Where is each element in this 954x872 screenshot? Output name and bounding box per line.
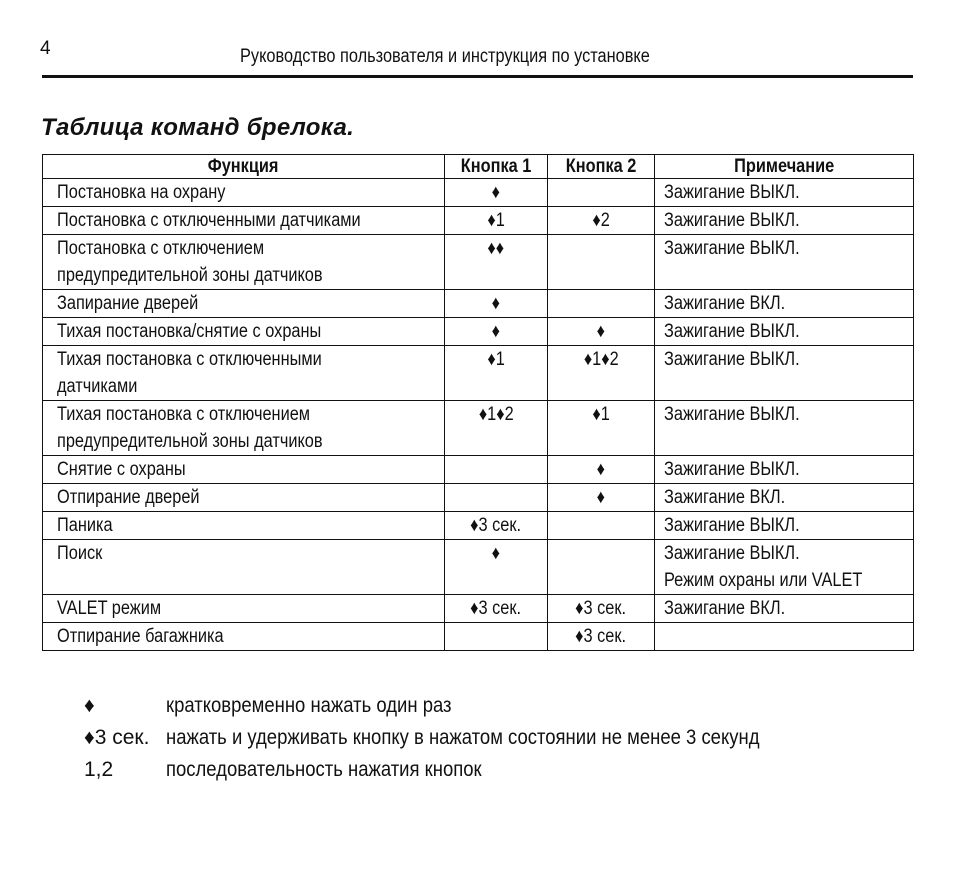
table-row <box>43 456 914 484</box>
button1-cell <box>445 346 548 401</box>
button2-cell <box>548 346 655 401</box>
legend-item <box>84 726 840 750</box>
button-sequence: ♦3 сек. <box>470 598 522 619</box>
function-cell <box>43 207 445 235</box>
button1-cell <box>445 456 548 484</box>
button1-cell <box>445 318 548 346</box>
legend-symbol: 1,2 <box>84 758 114 781</box>
button1-cell <box>445 207 548 235</box>
cell-text: Постановка с отключенными датчиками <box>57 210 361 231</box>
note-cell <box>655 456 914 484</box>
button-sequence: ♦1 <box>487 210 505 231</box>
cell-text: Запирание дверей <box>57 293 199 314</box>
note-cell <box>655 623 914 651</box>
cell-text: Отпирание дверей <box>57 487 200 508</box>
cell-text: Зажигание ВЫКЛ. <box>664 238 800 259</box>
table-row <box>43 512 914 540</box>
button2-cell <box>548 318 655 346</box>
button-sequence: ♦2 <box>592 210 610 231</box>
cell-text: датчиками <box>57 376 138 397</box>
function-cell <box>43 290 445 318</box>
button-sequence: ♦1♦2 <box>583 349 619 370</box>
button-sequence: ♦ <box>596 321 606 342</box>
button2-cell <box>548 235 655 290</box>
button-sequence: ♦ <box>596 459 606 480</box>
cell-text: VALET режим <box>57 598 162 619</box>
cell-text: Тихая постановка с отключенными <box>57 349 322 370</box>
function-cell <box>43 318 445 346</box>
button2-cell <box>548 623 655 651</box>
function-cell <box>43 484 445 512</box>
cell-text: Режим охраны или VALET <box>664 570 863 591</box>
button2-cell <box>548 540 655 595</box>
table-row <box>43 207 914 235</box>
legend-symbol: ♦ <box>84 694 95 717</box>
table-row <box>43 595 914 623</box>
table-row <box>43 318 914 346</box>
note-cell <box>655 290 914 318</box>
button2-cell <box>548 207 655 235</box>
button-sequence: ♦1 <box>592 404 610 425</box>
legend-item <box>84 758 525 782</box>
button1-cell <box>445 512 548 540</box>
legend-text: нажать и удерживать кнопку в нажатом состоянии не менее 3 секунд <box>166 726 760 749</box>
function-cell <box>43 346 445 401</box>
legend-text: кратковременно нажать один раз <box>166 694 452 717</box>
note-cell <box>655 512 914 540</box>
commands-table <box>42 154 914 651</box>
section-title: Таблица команд брелока. <box>41 114 355 141</box>
table-row <box>43 290 914 318</box>
function-cell <box>43 401 445 456</box>
button-sequence: ♦3 сек. <box>575 598 627 619</box>
button-sequence: ♦ <box>491 543 501 564</box>
note-cell <box>655 540 914 595</box>
button1-cell <box>445 540 548 595</box>
button2-cell <box>548 595 655 623</box>
cell-text: Зажигание ВКЛ. <box>664 487 786 508</box>
note-cell <box>655 401 914 456</box>
button2-cell <box>548 401 655 456</box>
legend-text: последовательность нажатия кнопок <box>166 758 482 781</box>
cell-text: Снятие с охраны <box>57 459 186 480</box>
table-row <box>43 401 914 456</box>
table-header-row <box>43 155 914 179</box>
cell-text: Зажигание ВКЛ. <box>664 598 786 619</box>
button2-cell <box>548 179 655 207</box>
button1-cell <box>445 484 548 512</box>
button-sequence: ♦3 сек. <box>575 626 627 647</box>
table-row <box>43 346 914 401</box>
cell-text: Постановка с отключением <box>57 238 265 259</box>
cell-text: Тихая постановка с отключением <box>57 404 311 425</box>
cell-text: Паника <box>57 515 113 536</box>
button1-cell <box>445 623 548 651</box>
note-cell <box>655 179 914 207</box>
table-row <box>43 179 914 207</box>
function-cell <box>43 540 445 595</box>
button2-cell <box>548 290 655 318</box>
header-rule <box>42 75 913 78</box>
note-cell <box>655 484 914 512</box>
button1-cell <box>445 401 548 456</box>
cell-text: Постановка на охрану <box>57 182 226 203</box>
button-sequence: ♦1♦2 <box>478 404 514 425</box>
note-cell <box>655 318 914 346</box>
cell-text: Зажигание ВЫКЛ. <box>664 210 800 231</box>
legend-symbol: ♦3 сек. <box>84 726 150 749</box>
cell-text: Зажигание ВЫКЛ. <box>664 182 800 203</box>
column-header-function: Функция <box>43 155 445 179</box>
column-header-button1: Кнопка 1 <box>445 155 548 179</box>
column-header-note: Примечание <box>655 155 914 179</box>
table-row <box>43 540 914 595</box>
cell-text: предупредительной зоны датчиков <box>57 431 323 452</box>
page-number: 4 <box>40 38 51 59</box>
function-cell <box>43 179 445 207</box>
cell-text: предупредительной зоны датчиков <box>57 265 323 286</box>
button-sequence: ♦ <box>596 487 606 508</box>
button-sequence: ♦♦ <box>487 238 505 259</box>
table-body <box>43 179 914 651</box>
table-row <box>43 484 914 512</box>
function-cell <box>43 623 445 651</box>
cell-text: Отпирание багажника <box>57 626 224 647</box>
note-cell <box>655 346 914 401</box>
button1-cell <box>445 235 548 290</box>
button-sequence: ♦1 <box>487 349 505 370</box>
legend-item <box>84 694 490 718</box>
button2-cell <box>548 456 655 484</box>
button-sequence: ♦ <box>491 182 501 203</box>
cell-text: Поиск <box>57 543 103 564</box>
button2-cell <box>548 512 655 540</box>
function-cell <box>43 456 445 484</box>
button-sequence: ♦3 сек. <box>470 515 522 536</box>
cell-text: Зажигание ВЫКЛ. <box>664 543 800 564</box>
cell-text: Тихая постановка/снятие с охраны <box>57 321 322 342</box>
function-cell <box>43 595 445 623</box>
column-header-button2: Кнопка 2 <box>548 155 655 179</box>
table-row <box>43 235 914 290</box>
cell-text: Зажигание ВЫКЛ. <box>664 459 800 480</box>
button2-cell <box>548 484 655 512</box>
running-header: Руководство пользователя и инструкция по установке <box>240 46 650 67</box>
button1-cell <box>445 290 548 318</box>
button-sequence: ♦ <box>491 321 501 342</box>
cell-text: Зажигание ВЫКЛ. <box>664 321 800 342</box>
cell-text: Зажигание ВЫКЛ. <box>664 404 800 425</box>
button1-cell <box>445 595 548 623</box>
function-cell <box>43 235 445 290</box>
cell-text: Зажигание ВКЛ. <box>664 293 786 314</box>
note-cell <box>655 207 914 235</box>
function-cell <box>43 512 445 540</box>
table-row <box>43 623 914 651</box>
button-sequence: ♦ <box>491 293 501 314</box>
button1-cell <box>445 179 548 207</box>
cell-text: Зажигание ВЫКЛ. <box>664 515 800 536</box>
note-cell <box>655 595 914 623</box>
note-cell <box>655 235 914 290</box>
cell-text: Зажигание ВЫКЛ. <box>664 349 800 370</box>
